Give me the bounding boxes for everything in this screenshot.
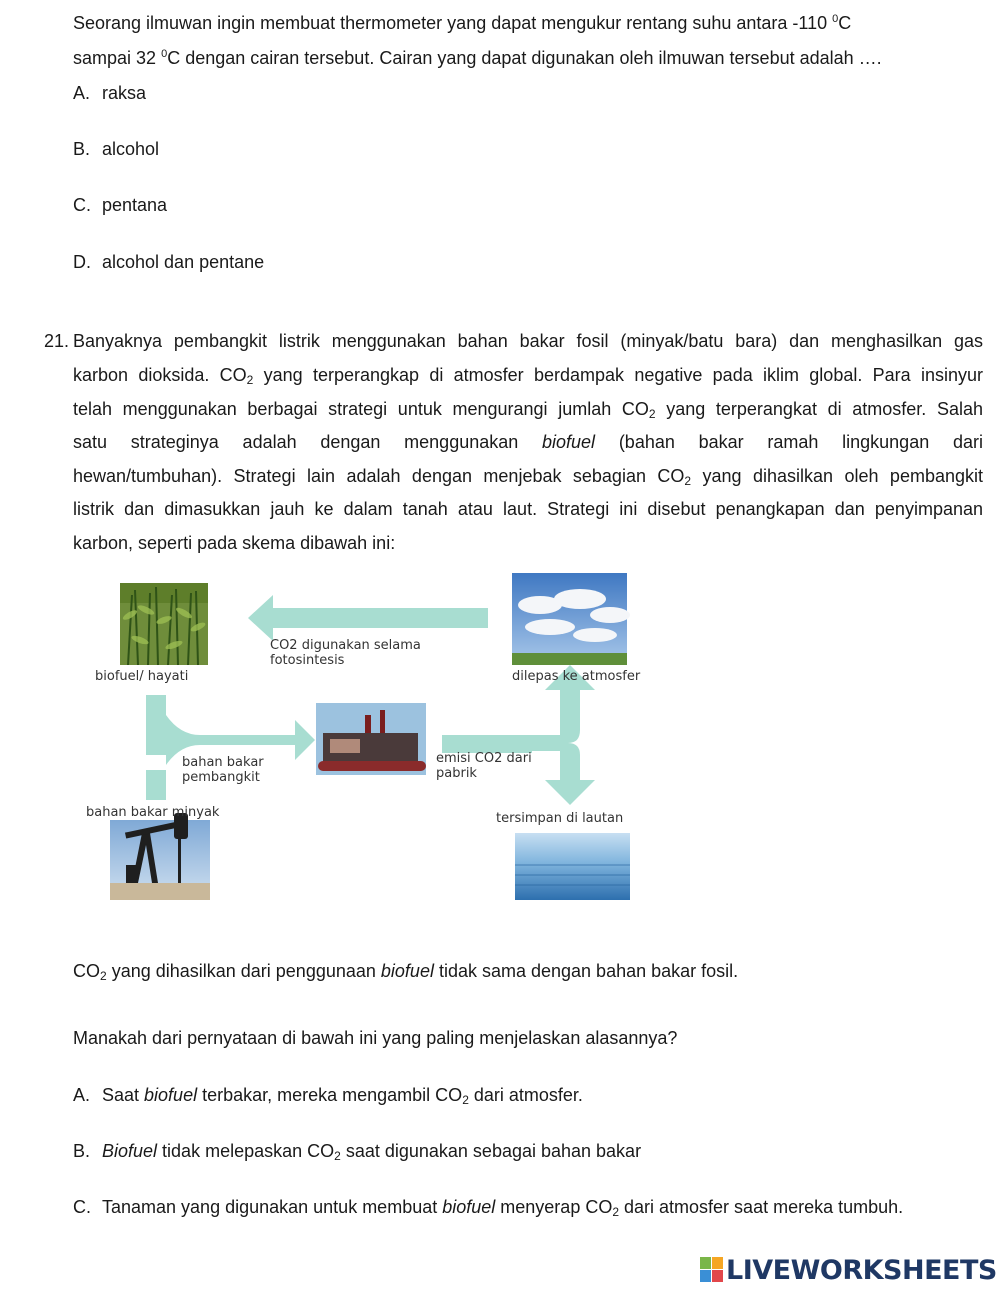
arrow-left-lower: [146, 770, 166, 800]
liveworksheets-logo-text: LIVEWORKSHEETS: [726, 1254, 997, 1286]
q20-option-d[interactable]: D. alcohol dan pentane: [73, 252, 265, 272]
q21-number: 21.: [44, 331, 70, 351]
q21-paragraph-line-3: telah menggunakan berbagai strategi untuk mengurangi jumlah $CO_2$ yang terperangkat di atmosfer. Salah: [73, 399, 983, 421]
label-atmosphere: dilepas ke atmosfer: [512, 669, 641, 684]
q21-option-a[interactable]: A. Saat biofuel terbakar, mereka mengambil $CO_2$ dari atmosfer.: [73, 1085, 583, 1107]
liveworksheets-logo-icon: [700, 1257, 724, 1283]
q20-intro-line-1: Seorang ilmuwan ingin membuat thermometer yang dapat mengukur rentang suhu antara -110 $^0$C: [73, 13, 852, 33]
q20-option-b[interactable]: B. alcohol: [73, 139, 160, 159]
q20-option-c[interactable]: C. pentana: [73, 195, 168, 215]
factory-image: [316, 703, 426, 775]
q21-option-c[interactable]: C. Tanaman yang digunakan untuk membuat biofuel menyerap $CO_2$ dari atmosfer saat mereka tumbuh.: [73, 1197, 904, 1219]
label-biofuel: biofuel/ hayati: [95, 669, 189, 684]
arrow-to-ocean: [530, 743, 595, 805]
q21-paragraph-line-6: listrik dan dimasukkan jauh ke dalam tanah atau laut. Strategi ini disebut penangkapan dan penyimpanan: [73, 499, 983, 519]
ocean-image: [515, 833, 630, 900]
q21-option-b[interactable]: B. Biofuel tidak melepaskan $CO_2$ saat digunakan sebagai bahan bakar: [73, 1141, 642, 1163]
oil-pump-image: [110, 813, 210, 900]
label-oil-fuel: bahan bakar minyak: [86, 805, 220, 820]
sky-image: [512, 573, 630, 665]
arrow-photosynthesis: [248, 595, 488, 641]
q21-paragraph-line-2: karbon dioksida. $CO_2$ yang terperangkap di atmosfer berdampak negative pada iklim global. Para insinyur: [73, 365, 983, 387]
diagram-graphics: [80, 565, 680, 905]
carbon-capture-diagram: [80, 565, 680, 905]
label-power-fuel: bahan bakar pembangkit: [182, 755, 264, 785]
label-ocean: tersimpan di lautan: [496, 811, 624, 826]
liveworksheets-logo: [700, 1253, 997, 1287]
q20-option-a[interactable]: A. raksa: [73, 83, 147, 103]
q21-paragraph-line-7: karbon, seperti pada skema dibawah ini:: [73, 533, 396, 553]
q20-intro-line-2: sampai 32 $^0$C dengan cairan tersebut. Cairan yang dapat digunakan oleh ilmuwan tersebut adalah ….: [73, 48, 882, 68]
q21-statement: $CO_2$ yang dihasilkan dari penggunaan biofuel tidak sama dengan bahan bakar fosil.: [73, 961, 739, 983]
label-emission: emisi CO2 dari pabrik: [436, 751, 532, 781]
q21-paragraph-line-4: satu strateginya adalah dengan menggunakan biofuel (bahan bakar ramah lingkungan dari: [73, 432, 983, 452]
label-co2-photosynthesis: CO2 digunakan selama fotosintesis: [270, 638, 421, 668]
q21-paragraph-line-5: hewan/tumbuhan). Strategi lain adalah dengan menjebak sebagian $CO_2$ yang dihasilkan oleh pembangkit: [73, 466, 983, 488]
arrow-left-upper: [146, 695, 166, 755]
q21-paragraph-line-1: Banyaknya pembangkit listrik menggunakan bahan bakar fosil (minyak/batu bara) dan menghasilkan gas: [73, 331, 983, 351]
q21-question: Manakah dari pernyataan di bawah ini yang paling menjelaskan alasannya?: [73, 1028, 678, 1048]
cornfield-image: [120, 583, 208, 665]
